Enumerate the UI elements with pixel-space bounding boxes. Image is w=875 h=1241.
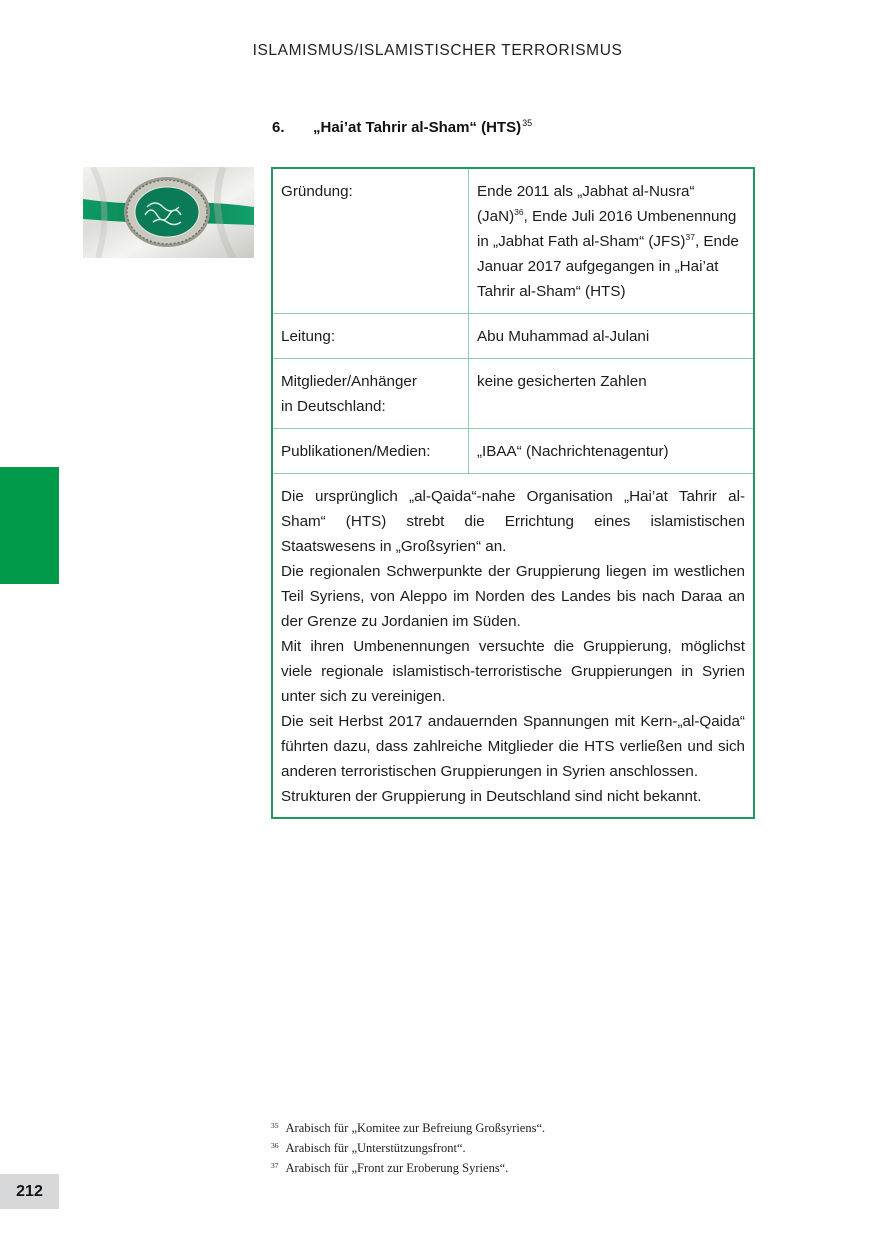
footnote-ref-36: 36 bbox=[514, 207, 524, 217]
description-paragraph: Strukturen der Gruppierung in Deutschland sind nicht bekannt. bbox=[281, 788, 702, 805]
leadership-value: Abu Muhammad al-Julani bbox=[477, 328, 650, 345]
founding-value bbox=[469, 169, 753, 313]
section-title: „Hai’at Tahrir al-Sham“ (HTS) bbox=[313, 119, 522, 136]
founding-text-1: Ende 2011 als „Jabhat al-Nusra“ (JaN) bbox=[477, 183, 695, 225]
members-label-line-2: in Deutschland: bbox=[281, 398, 386, 415]
profile-table bbox=[271, 167, 755, 819]
footnote-35 bbox=[271, 1117, 771, 1137]
publications-label: Publikationen/Medien: bbox=[273, 429, 469, 473]
leadership-row bbox=[273, 314, 753, 359]
description-block bbox=[273, 474, 753, 817]
description-paragraph: Die seit Herbst 2017 andauernden Spannungen mit Kern-„al-Qaida“ führten dazu, dass zahlreiche Mitglieder die HTS verließen und sich anderen terroristischen Gruppierungen in Syrien anschlossen. bbox=[281, 713, 745, 780]
running-header: ISLAMISMUS/ISLAMISTISCHER TERRORISMUS bbox=[252, 42, 623, 59]
flag-image bbox=[83, 167, 254, 258]
chapter-tab bbox=[0, 467, 59, 584]
footnotes bbox=[271, 1117, 771, 1177]
footnote-text: Arabisch für „Komitee zur Befreiung Großsyriens“. bbox=[285, 1121, 546, 1135]
description-paragraph: Die ursprünglich „al-Qaida“-nahe Organisation „Hai’at Tahrir al-Sham“ (HTS) strebt die Errichtung eines islamistischen Staatswesens in „Großsyrien“ an. bbox=[281, 488, 745, 555]
footnote-ref-35: 35 bbox=[522, 118, 533, 128]
members-row bbox=[273, 359, 753, 429]
footnote-ref-37: 37 bbox=[685, 232, 695, 242]
publications-value: „IBAA“ (Nachrichtenagentur) bbox=[477, 443, 669, 460]
description-paragraph: Mit ihren Umbenennungen versuchte die Gruppierung, möglichst viele regionale islamistisch-terroristische Gruppierungen in Syrien unter sich zu vereinigen. bbox=[281, 638, 745, 705]
footnote-number: 37 bbox=[271, 1161, 279, 1170]
section-number: 6. bbox=[272, 119, 285, 136]
members-label-line-1: Mitglieder/Anhänger bbox=[281, 373, 417, 390]
footnote-text: Arabisch für „Front zur Eroberung Syriens“. bbox=[285, 1161, 509, 1175]
footnote-text: Arabisch für „Unterstützungsfront“. bbox=[285, 1141, 466, 1155]
flag-graphic bbox=[83, 167, 254, 258]
footnote-number: 35 bbox=[271, 1121, 279, 1130]
founding-row bbox=[273, 169, 753, 314]
members-label bbox=[273, 359, 469, 428]
footnote-36 bbox=[271, 1137, 771, 1157]
page-number: 212 bbox=[0, 1174, 59, 1209]
footnote-number: 36 bbox=[271, 1141, 279, 1150]
founding-label: Gründung: bbox=[273, 169, 469, 313]
publications-row bbox=[273, 429, 753, 474]
members-value: keine gesicherten Zahlen bbox=[477, 373, 647, 390]
leadership-label: Leitung: bbox=[273, 314, 469, 358]
founding-text-2: , Ende Juli 2016 Umbenennung in „Jabhat Fath al-Sham“ (JFS) bbox=[477, 208, 737, 250]
description-paragraph: Die regionalen Schwerpunkte der Gruppierung liegen im westlichen Teil Syriens, von Aleppo im Norden des Landes bis nach Daraa an der Grenze zu Jordanien im Süden. bbox=[281, 563, 745, 630]
section-heading bbox=[272, 118, 532, 136]
footnote-37 bbox=[271, 1157, 771, 1177]
founding-text-3: , Ende Januar 2017 aufgegangen in „Hai’at Tahrir al-Sham“ (HTS) bbox=[477, 233, 739, 300]
